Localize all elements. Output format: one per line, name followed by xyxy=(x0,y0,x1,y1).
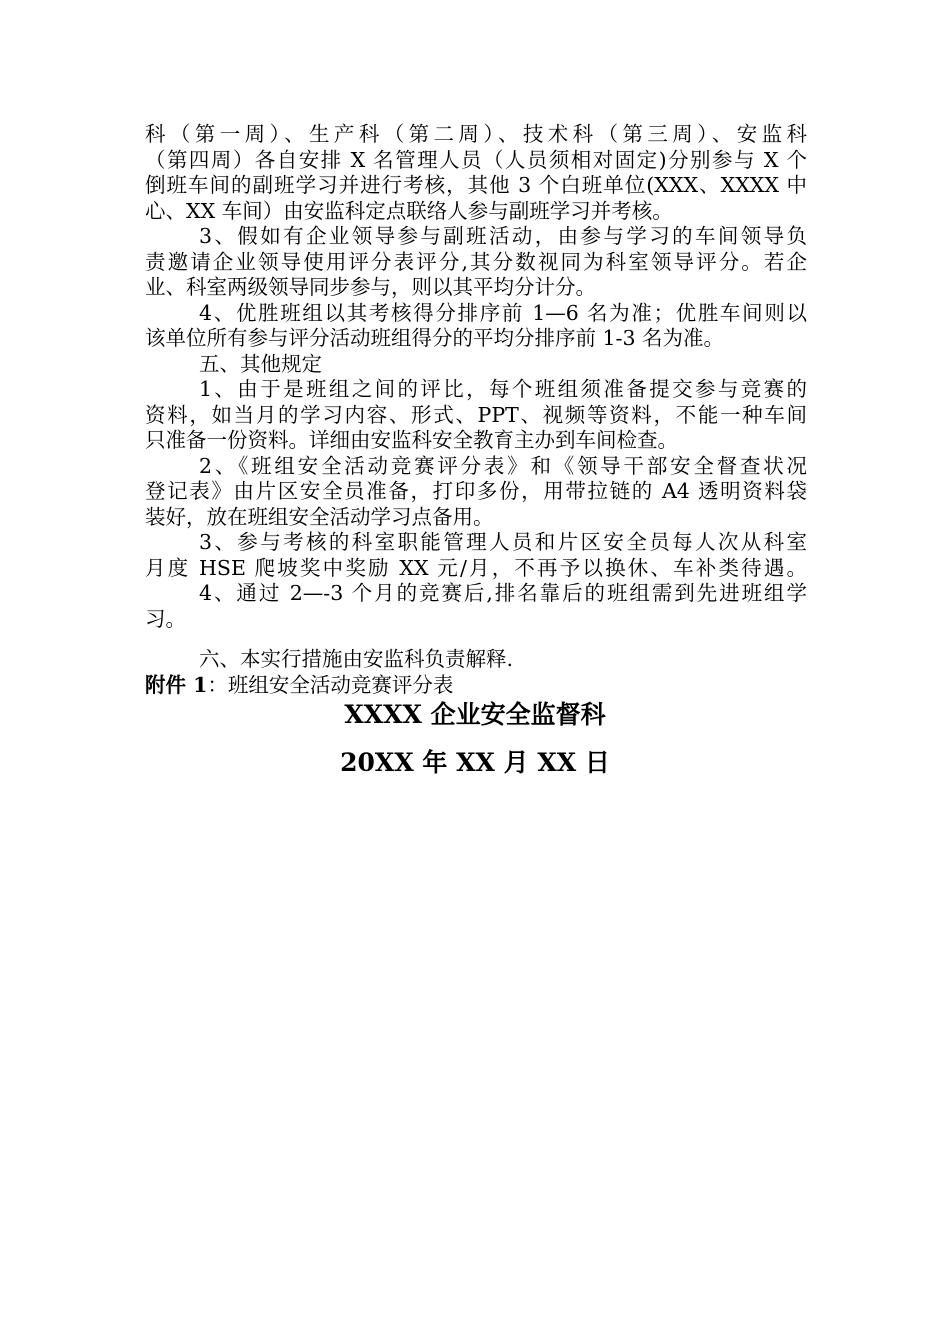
attachment-line xyxy=(145,673,807,699)
paragraph-line: 心、XX 车间）由安监科定点联络人参与副班学习并考核。 xyxy=(145,198,673,223)
paragraph-line: 3、假如有企业领导参与副班活动，由参与学习的车间领导负 xyxy=(199,224,807,248)
section-heading: 六、本实行措施由安监科负责解释. xyxy=(199,647,514,671)
paragraph-line: 3、参与考核的科室职能管理人员和片区安全员每人次从科室 xyxy=(199,530,807,554)
paragraph-line: 2、《班组安全活动竞赛评分表》和《领导干部安全督查状况 xyxy=(199,453,807,478)
document-body xyxy=(145,122,807,698)
paragraph-line: 月度 HSE 爬坡奖中奖励 XX 元/月，不再予以换休、车补类待遇。 xyxy=(145,555,807,580)
paragraph-line: 业、科室两级领导同步参与，则以其平均分计分。 xyxy=(145,275,596,299)
paragraph-line: 责邀请企业领导使用评分表评分,其分数视同为科室领导评分。若企 xyxy=(145,249,807,274)
paragraph-line: 装好，放在班组安全活动学习点备用。 xyxy=(145,504,494,529)
paragraph-line: 习。 xyxy=(145,606,186,631)
attachment-prefix: 附件 1 xyxy=(145,672,208,697)
paragraph-line: 4、通过 2—-3 个月的竞赛后,排名靠后的班组需到先进班组学 xyxy=(199,581,807,605)
section-heading: 五、其他规定 xyxy=(199,351,322,376)
signature-date: 20XX 年 XX 月 XX 日 xyxy=(340,748,610,777)
paragraph-gap xyxy=(145,632,807,647)
paragraph-line: 登记表》由片区安全员准备，打印多份，用带拉链的 A4 透明资料袋 xyxy=(145,479,807,503)
paragraph-line: 该单位所有参与评分活动班组得分的平均分排序前 1-3 名为准。 xyxy=(145,326,725,350)
attachment-title: 班组安全活动竞赛评分表 xyxy=(227,672,454,697)
attachment-colon: ： xyxy=(207,672,228,697)
paragraph-line: （第四周）各自安排 X 名管理人员（人员须相对固定)分别参与 X 个 xyxy=(145,147,807,172)
paragraph-line: 1、由于是班组之间的评比，每个班组须准备提交参与竞赛的 xyxy=(199,377,807,401)
paragraph-line: 科（第一周）、生产科（第二周）、技术科（第三周）、安监科 xyxy=(145,122,807,146)
paragraph-line: 倒班车间的副班学习并进行考核，其他 3 个白班单位(XXX、XXXX 中 xyxy=(145,173,807,197)
paragraph-line: 4、优胜班组以其考核得分排序前 1—6 名为准；优胜车间则以 xyxy=(199,300,807,325)
paragraph-line: 只准备一份资料。详细由安监科安全教育主办到车间检查。 xyxy=(145,428,678,452)
paragraph-line: 资料，如当月的学习内容、形式、PPT、视频等资料，不能一种车间 xyxy=(145,402,807,427)
signature-organization: XXXX 企业安全监督科 xyxy=(344,700,606,729)
